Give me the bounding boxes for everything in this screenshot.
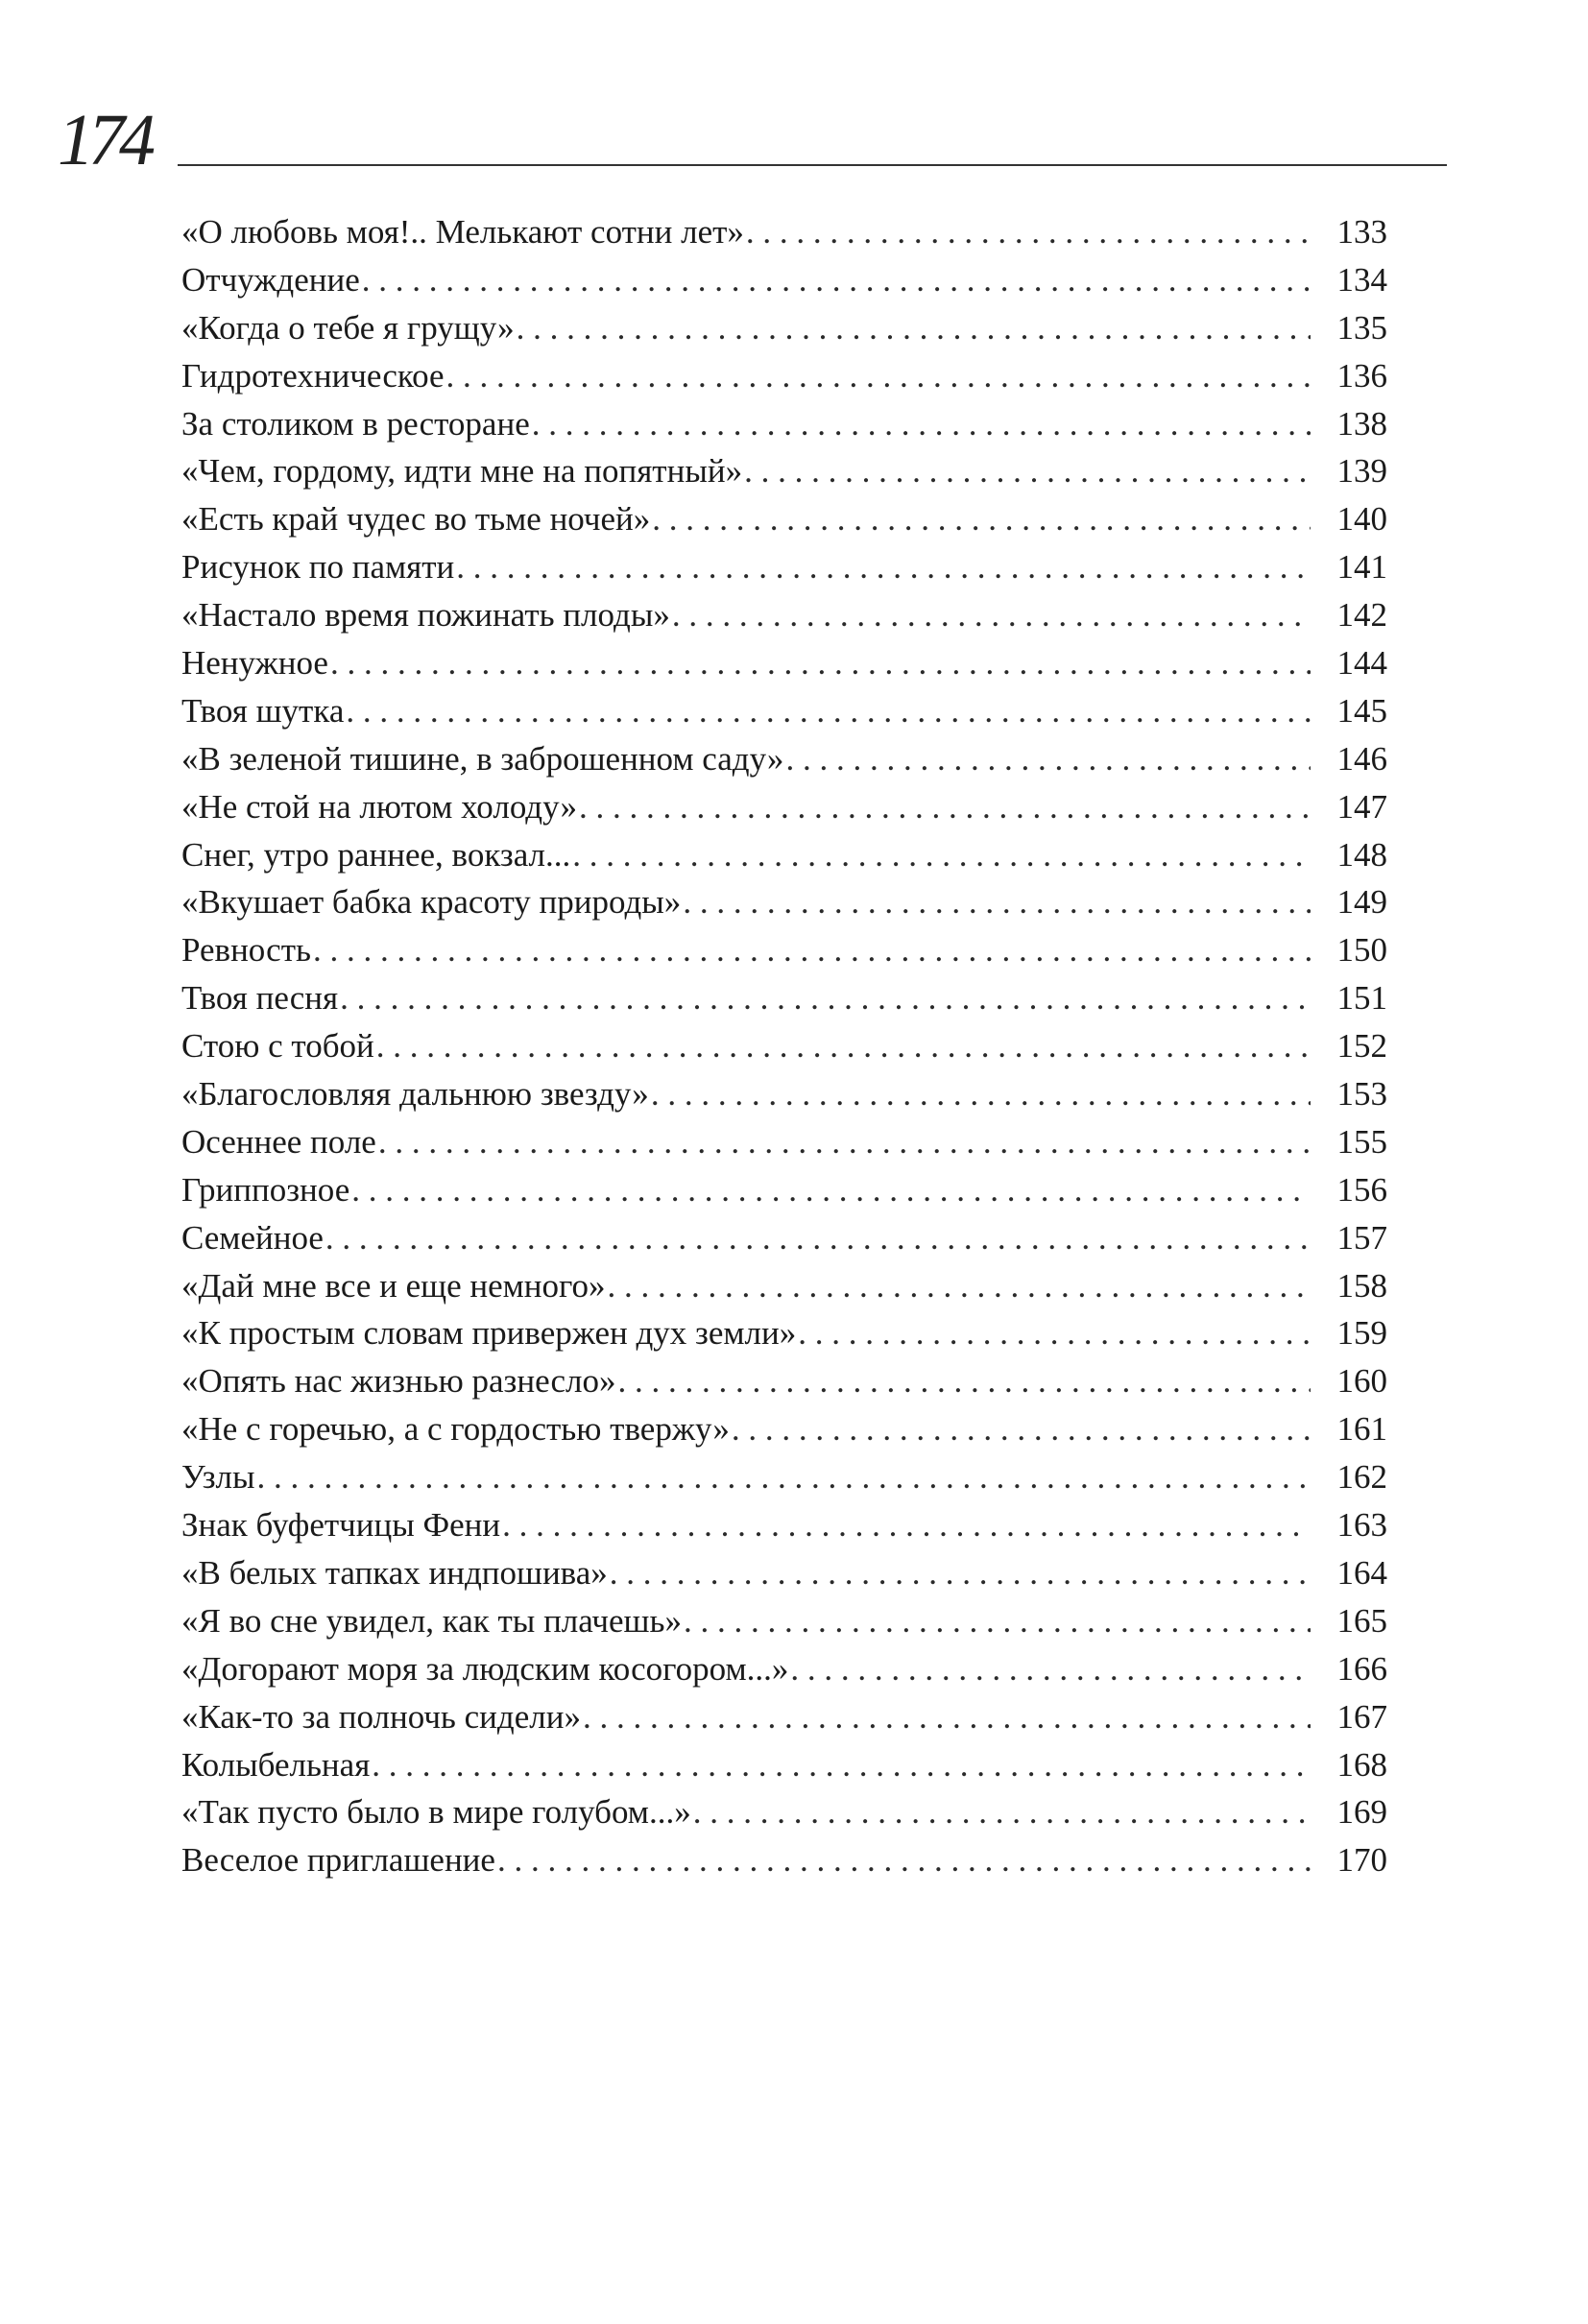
toc-entry-page: 153 xyxy=(1336,1075,1387,1114)
toc-entry xyxy=(181,543,1387,591)
toc-entry-title: «Чем, гордому, идти мне на попятный» xyxy=(181,452,743,491)
toc-dot-leader xyxy=(362,256,1311,304)
toc-entry xyxy=(181,735,1387,783)
toc-dot-leader xyxy=(672,591,1311,639)
toc-entry xyxy=(181,926,1387,974)
toc-entry-title: Отчуждение xyxy=(181,260,360,299)
toc-entry xyxy=(181,639,1387,687)
toc-entry xyxy=(181,1693,1387,1741)
toc-entry-page: 140 xyxy=(1336,500,1387,539)
toc-dot-leader xyxy=(497,1836,1311,1884)
toc-entry-page: 165 xyxy=(1336,1601,1387,1640)
toc-dot-leader xyxy=(346,687,1311,735)
toc-dot-leader xyxy=(572,831,1311,879)
toc-entry xyxy=(181,1741,1387,1789)
toc-entry-title: «О любовь моя!.. Мелькают сотни лет» xyxy=(181,213,744,251)
toc-entry xyxy=(181,1788,1387,1836)
toc-entry-title: Снег, утро раннее, вокзал... xyxy=(181,835,571,874)
header-rule xyxy=(178,164,1447,166)
toc-entry-title: Твоя шутка xyxy=(181,691,345,730)
toc-entry-title: Твоя песня xyxy=(181,979,339,1018)
toc-entry xyxy=(181,400,1387,448)
toc-dot-leader xyxy=(693,1788,1311,1836)
toc-entry-page: 155 xyxy=(1336,1122,1387,1161)
toc-entry-page: 138 xyxy=(1336,404,1387,443)
toc-entry-title: «Настало время пожинать плоды» xyxy=(181,596,670,635)
toc-entry xyxy=(181,974,1387,1022)
toc-entry-title: Знак буфетчицы Фени xyxy=(181,1506,501,1545)
toc-entry xyxy=(181,1262,1387,1310)
toc-entry-title: «Догорают моря за людским косогором...» xyxy=(181,1649,789,1688)
toc-dot-leader xyxy=(651,1070,1311,1118)
toc-entry-page: 169 xyxy=(1336,1793,1387,1832)
toc-dot-leader xyxy=(744,447,1311,495)
toc-dot-leader xyxy=(652,495,1311,543)
toc-entry-page: 151 xyxy=(1336,979,1387,1018)
toc-dot-leader xyxy=(608,1262,1311,1310)
toc-entry-page: 136 xyxy=(1336,356,1387,395)
toc-dot-leader xyxy=(351,1166,1311,1214)
toc-dot-leader xyxy=(376,1022,1311,1070)
toc-dot-leader xyxy=(502,1501,1311,1549)
toc-entry-title: «Опять нас жизнью разнесло» xyxy=(181,1362,616,1401)
toc-dot-leader xyxy=(798,1309,1311,1357)
toc-entry xyxy=(181,1022,1387,1070)
toc-entry-page: 164 xyxy=(1336,1553,1387,1592)
toc-entry-page: 160 xyxy=(1336,1362,1387,1401)
toc-entry-page: 156 xyxy=(1336,1170,1387,1209)
toc-entry-page: 142 xyxy=(1336,596,1387,635)
toc-entry xyxy=(181,352,1387,400)
toc-entry-title: «Как-то за полночь сидели» xyxy=(181,1697,581,1736)
toc-entry-page: 139 xyxy=(1336,452,1387,491)
toc-dot-leader xyxy=(532,400,1311,448)
toc-entry-page: 166 xyxy=(1336,1649,1387,1688)
toc-entry-title: «Благословляя дальнюю звезду» xyxy=(181,1075,649,1114)
toc-dot-leader xyxy=(372,1741,1311,1789)
toc-entry-page: 163 xyxy=(1336,1506,1387,1545)
toc-entry-title: Рисунок по памяти xyxy=(181,548,455,587)
toc-entry xyxy=(181,1118,1387,1166)
toc-entry-title: Стою с тобой xyxy=(181,1027,374,1066)
toc-entry xyxy=(181,447,1387,495)
toc-entry-page: 149 xyxy=(1336,883,1387,922)
toc-entry xyxy=(181,256,1387,304)
toc-dot-leader xyxy=(325,1214,1311,1262)
toc-entry-title: «В зеленой тишине, в заброшенном саду» xyxy=(181,739,784,778)
toc-entry-page: 162 xyxy=(1336,1458,1387,1497)
toc-entry-page: 170 xyxy=(1336,1841,1387,1880)
toc-entry-title: Веселое приглашение xyxy=(181,1841,495,1880)
toc-entry xyxy=(181,1501,1387,1549)
toc-entry-page: 150 xyxy=(1336,931,1387,970)
toc-entry-title: «Есть край чудес во тьме ночей» xyxy=(181,500,651,539)
toc-dot-leader xyxy=(340,974,1311,1022)
toc-entry xyxy=(181,1597,1387,1645)
toc-entry-title: «Так пусто было в мире голубом...» xyxy=(181,1793,691,1832)
toc-entry-title: За столиком в ресторане xyxy=(181,404,530,443)
toc-dot-leader xyxy=(785,735,1311,783)
toc-entry-page: 167 xyxy=(1336,1697,1387,1736)
toc-entry-page: 168 xyxy=(1336,1745,1387,1784)
toc-entry-page: 133 xyxy=(1336,213,1387,251)
toc-entry-title: «Не с горечью, а с гордостью твержу» xyxy=(181,1410,730,1449)
toc-entry xyxy=(181,1645,1387,1693)
toc-dot-leader xyxy=(446,352,1311,400)
toc-entry-page: 135 xyxy=(1336,308,1387,347)
toc-entry-title: «Дай мне все и еще немного» xyxy=(181,1266,606,1305)
toc-entry-page: 148 xyxy=(1336,835,1387,874)
toc-entry-page: 157 xyxy=(1336,1218,1387,1257)
toc-entry xyxy=(181,1549,1387,1597)
toc-entry xyxy=(181,687,1387,735)
toc-entry xyxy=(181,1166,1387,1214)
toc-dot-leader xyxy=(583,1693,1311,1741)
toc-entry-title: «Я во сне увидел, как ты плачешь» xyxy=(181,1601,682,1640)
toc-entry-title: Ненужное xyxy=(181,644,328,683)
page-number: 174 xyxy=(58,100,150,180)
toc-entry xyxy=(181,208,1387,256)
toc-dot-leader xyxy=(257,1453,1311,1501)
toc-entry xyxy=(181,304,1387,352)
toc-entry-page: 134 xyxy=(1336,260,1387,299)
toc-dot-leader xyxy=(517,304,1311,352)
toc-dot-leader xyxy=(790,1645,1311,1693)
toc-entry xyxy=(181,1309,1387,1357)
toc-dot-leader xyxy=(746,208,1311,256)
toc-entry-title: «Вкушает бабка красоту природы» xyxy=(181,883,682,922)
toc-entry-title: Гриппозное xyxy=(181,1170,350,1209)
toc-entry xyxy=(181,878,1387,926)
toc-dot-leader xyxy=(684,1597,1311,1645)
toc-entry-page: 158 xyxy=(1336,1266,1387,1305)
toc-entry xyxy=(181,1836,1387,1884)
toc-entry-page: 146 xyxy=(1336,739,1387,778)
toc-entry-title: Осеннее поле xyxy=(181,1122,376,1161)
toc-entry-title: Колыбельная xyxy=(181,1745,371,1784)
toc-entry-title: «В белых тапках индпошива» xyxy=(181,1553,608,1592)
toc-dot-leader xyxy=(579,783,1311,831)
toc-entry xyxy=(181,1405,1387,1453)
toc-dot-leader xyxy=(313,926,1311,974)
toc-entry xyxy=(181,783,1387,831)
toc-entry-title: Гидротехническое xyxy=(181,356,445,395)
toc-entry-title: «Не стой на лютом холоду» xyxy=(181,787,577,826)
toc-entry-page: 144 xyxy=(1336,644,1387,683)
toc-entry-page: 145 xyxy=(1336,691,1387,730)
toc-entry xyxy=(181,1070,1387,1118)
toc-entry-title: Узлы xyxy=(181,1458,255,1497)
toc-entry xyxy=(181,1357,1387,1405)
toc-dot-leader xyxy=(732,1405,1311,1453)
toc-entry xyxy=(181,1214,1387,1262)
toc-entry-page: 147 xyxy=(1336,787,1387,826)
toc-entry-title: «К простым словам привержен дух земли» xyxy=(181,1314,797,1353)
toc-entry-page: 152 xyxy=(1336,1027,1387,1066)
toc-dot-leader xyxy=(618,1357,1311,1405)
toc-entry-title: Ревность xyxy=(181,931,311,970)
toc-entry-page: 159 xyxy=(1336,1314,1387,1353)
toc-entry-page: 161 xyxy=(1336,1410,1387,1449)
toc-dot-leader xyxy=(610,1549,1311,1597)
toc-dot-leader xyxy=(456,543,1311,591)
toc-dot-leader xyxy=(683,878,1311,926)
toc-dot-leader xyxy=(378,1118,1311,1166)
toc-entry xyxy=(181,591,1387,639)
toc-dot-leader xyxy=(330,639,1311,687)
toc-entry-page: 141 xyxy=(1336,548,1387,587)
toc-entry xyxy=(181,831,1387,879)
toc-entry xyxy=(181,1453,1387,1501)
toc-entry-title: Семейное xyxy=(181,1218,324,1257)
table-of-contents xyxy=(181,208,1387,1884)
toc-entry-title: «Когда о тебе я грущу» xyxy=(181,308,515,347)
toc-entry xyxy=(181,495,1387,543)
